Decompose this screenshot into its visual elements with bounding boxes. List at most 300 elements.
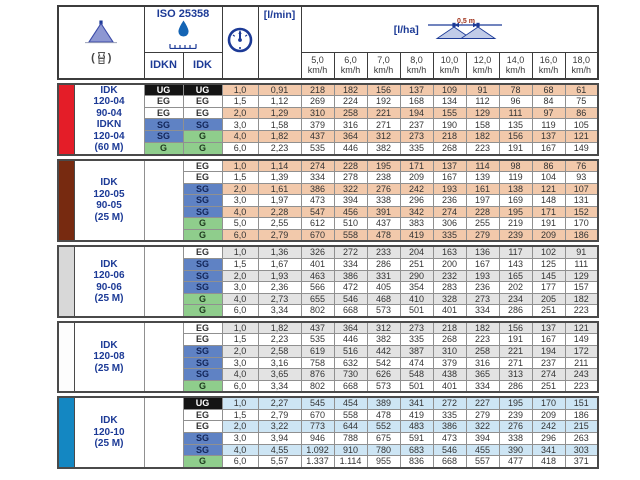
idkn-code-cell: EG bbox=[144, 96, 183, 108]
rate-cell: 218 bbox=[301, 84, 334, 96]
rate-cell: 548 bbox=[400, 369, 433, 381]
pressure-cell: 4,0 bbox=[222, 293, 258, 305]
rate-cell: 238 bbox=[367, 172, 400, 184]
rate-cell: 558 bbox=[334, 229, 367, 241]
rate-cell: 454 bbox=[334, 397, 367, 409]
rate-cell: 566 bbox=[301, 282, 334, 294]
color-bar-blue bbox=[58, 397, 74, 467]
rate-cell: 437 bbox=[301, 131, 334, 143]
rate-cell: 394 bbox=[466, 432, 499, 444]
rate-cell: 182 bbox=[466, 131, 499, 143]
color-bar-red bbox=[58, 84, 74, 155]
nozzle-label: IDK 120-10 (25 M) bbox=[74, 397, 144, 467]
idk-code-cell: G bbox=[183, 218, 222, 230]
flow-cell: 3,16 bbox=[258, 357, 301, 369]
rate-cell: 379 bbox=[301, 119, 334, 131]
rate-cell: 437 bbox=[367, 218, 400, 230]
pressure-cell: 6,0 bbox=[222, 456, 258, 468]
speed-header: 10,0 km/h bbox=[433, 53, 466, 79]
rate-cell: 455 bbox=[466, 444, 499, 456]
rate-cell: 401 bbox=[433, 380, 466, 392]
rate-cell: 335 bbox=[433, 409, 466, 421]
rate-cell: 143 bbox=[499, 258, 532, 270]
rate-cell: 86 bbox=[532, 160, 565, 172]
rate-cell: 223 bbox=[466, 334, 499, 346]
flow-cell: 1,82 bbox=[258, 322, 301, 334]
rate-cell: 655 bbox=[301, 293, 334, 305]
rate-cell: 626 bbox=[367, 369, 400, 381]
rate-cell: 237 bbox=[400, 119, 433, 131]
rate-cell: 322 bbox=[334, 183, 367, 195]
spray-overlap-icon bbox=[425, 17, 505, 43]
rate-cell: 104 bbox=[532, 172, 565, 184]
flow-cell: 1,82 bbox=[258, 131, 301, 143]
pressure-cell: 1,0 bbox=[222, 397, 258, 409]
rate-cell: 276 bbox=[367, 183, 400, 195]
rate-cell: 191 bbox=[499, 334, 532, 346]
table-header bbox=[57, 5, 599, 80]
rate-cell: 76 bbox=[565, 160, 598, 172]
rate-cell: 419 bbox=[400, 229, 433, 241]
rate-cell: 135 bbox=[499, 119, 532, 131]
rate-cell: 263 bbox=[565, 432, 598, 444]
rate-cell: 221 bbox=[499, 345, 532, 357]
rate-cell: 131 bbox=[565, 195, 598, 207]
rate-cell: 223 bbox=[466, 142, 499, 154]
rate-cell: 591 bbox=[400, 432, 433, 444]
rate-cell: 170 bbox=[532, 397, 565, 409]
rate-cell: 1.114 bbox=[334, 456, 367, 468]
pressure-cell: 3,0 bbox=[222, 357, 258, 369]
rate-cell: 463 bbox=[301, 270, 334, 282]
rate-cell: 286 bbox=[499, 305, 532, 317]
flow-cell: 2,73 bbox=[258, 293, 301, 305]
flow-cell: 2,23 bbox=[258, 142, 301, 154]
rate-cell: 788 bbox=[334, 432, 367, 444]
rate-cell: 156 bbox=[499, 322, 532, 334]
rate-cell: 335 bbox=[400, 334, 433, 346]
rate-cell: 278 bbox=[334, 172, 367, 184]
rate-cell: 139 bbox=[466, 172, 499, 184]
rate-cell: 478 bbox=[367, 229, 400, 241]
rate-cell: 102 bbox=[532, 246, 565, 258]
rate-cell: 129 bbox=[466, 107, 499, 119]
rate-cell: 296 bbox=[532, 432, 565, 444]
idk-code-cell: SG bbox=[183, 432, 222, 444]
rate-cell: 258 bbox=[334, 107, 367, 119]
speed-header: 8,0 km/h bbox=[400, 53, 433, 79]
pressure-cell: 6,0 bbox=[222, 305, 258, 317]
rate-cell: 274 bbox=[532, 369, 565, 381]
idk-code-cell: EG bbox=[183, 334, 222, 346]
idk-code-cell: UG bbox=[183, 84, 222, 96]
rate-cell: 167 bbox=[433, 172, 466, 184]
idk-code-cell: EG bbox=[183, 172, 222, 184]
rate-cell: 209 bbox=[532, 229, 565, 241]
rate-cell: 802 bbox=[301, 380, 334, 392]
rate-cell: 195 bbox=[499, 397, 532, 409]
idk-code-cell: G bbox=[183, 456, 222, 468]
idkn-code-empty bbox=[144, 246, 183, 316]
idk-code-cell: G bbox=[183, 380, 222, 392]
nozzle-label: IDK 120-05 90-05 (25 M) bbox=[74, 160, 144, 242]
flow-cell: 2,23 bbox=[258, 334, 301, 346]
rate-cell: 186 bbox=[565, 409, 598, 421]
rate-cell: 341 bbox=[400, 397, 433, 409]
pressure-cell: 2,0 bbox=[222, 270, 258, 282]
rate-cell: 644 bbox=[334, 421, 367, 433]
idk-code-cell: SG bbox=[183, 357, 222, 369]
pressure-cell: 3,0 bbox=[222, 119, 258, 131]
data-row bbox=[58, 246, 598, 258]
nozzle-label: IDK 120-08 (25 M) bbox=[74, 322, 144, 392]
rate-cell: 182 bbox=[334, 84, 367, 96]
rate-cell: 364 bbox=[334, 322, 367, 334]
rate-cell: 228 bbox=[466, 206, 499, 218]
rate-cell: 312 bbox=[367, 322, 400, 334]
pressure-cell: 1,0 bbox=[222, 246, 258, 258]
rate-cell: 112 bbox=[466, 96, 499, 108]
pressure-cell: 2,0 bbox=[222, 421, 258, 433]
idk-code-cell: G bbox=[183, 293, 222, 305]
rate-cell: 209 bbox=[532, 409, 565, 421]
droplet-scale-icon bbox=[145, 40, 222, 52]
rate-cell: 227 bbox=[466, 397, 499, 409]
rate-cell: 341 bbox=[532, 444, 565, 456]
rate-cell: 224 bbox=[334, 96, 367, 108]
rate-cell: 668 bbox=[334, 305, 367, 317]
pressure-cell: 4,0 bbox=[222, 369, 258, 381]
rate-cell: 276 bbox=[499, 421, 532, 433]
rate-cell: 167 bbox=[532, 142, 565, 154]
rate-cell: 573 bbox=[367, 305, 400, 317]
rate-cell: 501 bbox=[400, 305, 433, 317]
rate-cell: 125 bbox=[532, 258, 565, 270]
rate-cell: 328 bbox=[433, 293, 466, 305]
iso-standard-cell bbox=[144, 6, 222, 53]
idkn-code-cell: G bbox=[144, 142, 183, 154]
rate-cell: 306 bbox=[433, 218, 466, 230]
rate-cell: 195 bbox=[367, 160, 400, 172]
rate-cell: 195 bbox=[499, 206, 532, 218]
data-row bbox=[58, 160, 598, 172]
speed-header: 6,0 km/h bbox=[334, 53, 367, 79]
rate-cell: 169 bbox=[499, 195, 532, 207]
rate-cell: 221 bbox=[367, 107, 400, 119]
rate-cell: 632 bbox=[334, 357, 367, 369]
rate-cell: 326 bbox=[301, 246, 334, 258]
rate-cell: 387 bbox=[400, 345, 433, 357]
rate-cell: 219 bbox=[499, 218, 532, 230]
flow-cell: 1,29 bbox=[258, 107, 301, 119]
rate-cell: 274 bbox=[433, 206, 466, 218]
rate-cell: 61 bbox=[565, 84, 598, 96]
rate-cell: 182 bbox=[565, 293, 598, 305]
idk-code-cell: SG bbox=[183, 369, 222, 381]
pressure-gauge-icon bbox=[223, 26, 258, 59]
rate-cell: 121 bbox=[565, 322, 598, 334]
flow-cell: 0,91 bbox=[258, 84, 301, 96]
rate-cell: 334 bbox=[466, 305, 499, 317]
rate-cell: 268 bbox=[433, 142, 466, 154]
rate-cell: 197 bbox=[466, 195, 499, 207]
rate-cell: 955 bbox=[367, 456, 400, 468]
idk-code-cell: EG bbox=[183, 409, 222, 421]
rate-unit-label: [l/ha] bbox=[393, 23, 419, 36]
rate-cell: 836 bbox=[400, 456, 433, 468]
rate-cell: 258 bbox=[466, 345, 499, 357]
rate-cell: 773 bbox=[301, 421, 334, 433]
rate-cell: 364 bbox=[334, 131, 367, 143]
rate-cell: 194 bbox=[532, 345, 565, 357]
pressure-cell: 1,0 bbox=[222, 322, 258, 334]
idk-code-cell: EG bbox=[183, 246, 222, 258]
rate-cell: 334 bbox=[466, 380, 499, 392]
droplet-icon bbox=[145, 20, 222, 40]
rate-cell: 668 bbox=[433, 456, 466, 468]
rate-cell: 119 bbox=[532, 119, 565, 131]
rate-cell: 86 bbox=[565, 107, 598, 119]
rate-cell: 223 bbox=[565, 380, 598, 392]
nozzle-block-120-04 bbox=[57, 83, 599, 156]
rate-cell: 171 bbox=[400, 160, 433, 172]
rate-cell: 239 bbox=[499, 409, 532, 421]
rate-cell: 233 bbox=[367, 246, 400, 258]
rate-cell: 167 bbox=[466, 258, 499, 270]
rate-cell: 446 bbox=[334, 142, 367, 154]
idkn-code-cell: SG bbox=[144, 131, 183, 143]
rate-cell: 780 bbox=[367, 444, 400, 456]
rate-cell: 98 bbox=[499, 160, 532, 172]
flow-cell: 2,58 bbox=[258, 345, 301, 357]
flow-cell: 1,12 bbox=[258, 96, 301, 108]
rate-cell: 391 bbox=[367, 206, 400, 218]
pressure-cell: 1,0 bbox=[222, 160, 258, 172]
rate-cell: 442 bbox=[367, 345, 400, 357]
rate-cell: 271 bbox=[367, 119, 400, 131]
flow-cell: 1,67 bbox=[258, 258, 301, 270]
idk-code-cell: G bbox=[183, 229, 222, 241]
rate-cell: 200 bbox=[433, 258, 466, 270]
pressure-cell: 5,0 bbox=[222, 218, 258, 230]
flow-cell: 2,55 bbox=[258, 218, 301, 230]
rate-cell: 242 bbox=[400, 183, 433, 195]
rate-cell: 573 bbox=[367, 380, 400, 392]
data-row bbox=[58, 322, 598, 334]
rate-cell: 473 bbox=[301, 195, 334, 207]
rate-cell: 386 bbox=[334, 270, 367, 282]
idkn-code-empty bbox=[144, 160, 183, 242]
idk-code-cell: SG bbox=[183, 444, 222, 456]
rate-cell: 365 bbox=[466, 369, 499, 381]
rate-cell: 405 bbox=[367, 282, 400, 294]
nozzle-block-120-08 bbox=[57, 321, 599, 393]
pressure-cell: 4,0 bbox=[222, 131, 258, 143]
rate-cell: 163 bbox=[433, 246, 466, 258]
rate-cell: 410 bbox=[400, 293, 433, 305]
rate-cell: 211 bbox=[565, 357, 598, 369]
rate-cell: 271 bbox=[499, 357, 532, 369]
rate-cell: 228 bbox=[334, 160, 367, 172]
rate-cell: 670 bbox=[301, 409, 334, 421]
rate-cell: 137 bbox=[532, 131, 565, 143]
nozzle-type-cell bbox=[58, 6, 144, 79]
spacing-label: 0,5 m bbox=[456, 17, 475, 25]
rate-cell: 149 bbox=[565, 334, 598, 346]
rate-cell: 394 bbox=[334, 195, 367, 207]
rate-cell: 474 bbox=[400, 357, 433, 369]
rate-cell: 1.092 bbox=[301, 444, 334, 456]
rate-cell: 535 bbox=[301, 142, 334, 154]
rate-cell: 119 bbox=[499, 172, 532, 184]
rate-cell: 218 bbox=[433, 322, 466, 334]
idk-column-header: IDK bbox=[183, 53, 222, 79]
rate-cell: 946 bbox=[301, 432, 334, 444]
rate-cell: 68 bbox=[532, 84, 565, 96]
nozzle-block-120-06 bbox=[57, 245, 599, 317]
idk-code-cell: SG bbox=[183, 345, 222, 357]
rate-cell: 876 bbox=[301, 369, 334, 381]
rate-unit-header bbox=[301, 6, 598, 53]
flow-cell: 2,79 bbox=[258, 229, 301, 241]
flow-cell: 1,97 bbox=[258, 195, 301, 207]
flow-cell: 1,58 bbox=[258, 119, 301, 131]
rate-cell: 209 bbox=[400, 172, 433, 184]
rate-cell: 107 bbox=[565, 183, 598, 195]
flow-cell: 2,27 bbox=[258, 397, 301, 409]
idk-code-cell: EG bbox=[183, 160, 222, 172]
rate-cell: 204 bbox=[400, 246, 433, 258]
rate-cell: 137 bbox=[532, 322, 565, 334]
rate-cell: 117 bbox=[499, 246, 532, 258]
rate-cell: 91 bbox=[466, 84, 499, 96]
rate-cell: 167 bbox=[532, 334, 565, 346]
rate-cell: 191 bbox=[532, 218, 565, 230]
idk-code-cell: SG bbox=[183, 195, 222, 207]
rate-cell: 273 bbox=[400, 322, 433, 334]
flow-cell: 1,36 bbox=[258, 246, 301, 258]
rate-cell: 542 bbox=[367, 357, 400, 369]
rate-cell: 136 bbox=[466, 246, 499, 258]
rate-cell: 545 bbox=[301, 397, 334, 409]
pressure-cell: 6,0 bbox=[222, 142, 258, 154]
speed-header: 12,0 km/h bbox=[466, 53, 499, 79]
flow-cell: 2,28 bbox=[258, 206, 301, 218]
rate-cell: 446 bbox=[334, 334, 367, 346]
rate-cell: 242 bbox=[532, 421, 565, 433]
rate-cell: 290 bbox=[400, 270, 433, 282]
rate-cell: 312 bbox=[367, 131, 400, 143]
rate-cell: 215 bbox=[565, 421, 598, 433]
rate-cell: 338 bbox=[367, 195, 400, 207]
flow-unit-header bbox=[258, 6, 301, 79]
idk-code-cell: G bbox=[183, 142, 222, 154]
rate-cell: 478 bbox=[367, 409, 400, 421]
rate-cell: 389 bbox=[367, 397, 400, 409]
rate-cell: 78 bbox=[499, 84, 532, 96]
pressure-cell: 6,0 bbox=[222, 229, 258, 241]
rate-cell: 218 bbox=[433, 131, 466, 143]
rate-cell: 501 bbox=[400, 380, 433, 392]
color-bar-white bbox=[58, 322, 74, 392]
rate-cell: 251 bbox=[532, 380, 565, 392]
speed-header: 18,0 km/h bbox=[565, 53, 598, 79]
pressure-cell: 3,0 bbox=[222, 195, 258, 207]
rate-cell: 386 bbox=[433, 421, 466, 433]
idkn-code-cell: EG bbox=[144, 107, 183, 119]
nozzle-label: IDK 120-04 90-04 IDKN 120-04 (60 M) bbox=[74, 84, 144, 155]
flow-cell: 5,57 bbox=[258, 456, 301, 468]
rate-cell: 456 bbox=[334, 206, 367, 218]
rate-cell: 383 bbox=[400, 218, 433, 230]
rate-cell: 239 bbox=[499, 229, 532, 241]
rate-cell: 335 bbox=[433, 229, 466, 241]
rate-cell: 96 bbox=[499, 96, 532, 108]
pressure-column-header bbox=[222, 6, 258, 79]
rate-cell: 334 bbox=[301, 172, 334, 184]
rate-cell: 273 bbox=[400, 131, 433, 143]
rate-cell: 234 bbox=[499, 293, 532, 305]
rate-cell: 192 bbox=[367, 96, 400, 108]
rate-cell: 274 bbox=[301, 160, 334, 172]
rate-cell: 152 bbox=[565, 206, 598, 218]
rate-cell: 177 bbox=[532, 282, 565, 294]
rate-cell: 161 bbox=[466, 183, 499, 195]
rate-cell: 322 bbox=[466, 421, 499, 433]
rate-cell: 910 bbox=[334, 444, 367, 456]
flow-cell: 1,39 bbox=[258, 172, 301, 184]
idkn-code-empty bbox=[144, 322, 183, 392]
rate-cell: 129 bbox=[565, 270, 598, 282]
rate-cell: 236 bbox=[433, 195, 466, 207]
rate-cell: 758 bbox=[301, 357, 334, 369]
speed-header: 7,0 km/h bbox=[367, 53, 400, 79]
speed-header: 5,0 km/h bbox=[301, 53, 334, 79]
rate-cell: 268 bbox=[433, 334, 466, 346]
rate-cell: 477 bbox=[499, 456, 532, 468]
rate-cell: 105 bbox=[565, 119, 598, 131]
nozzle-block-120-10 bbox=[57, 396, 599, 468]
rate-cell: 535 bbox=[301, 334, 334, 346]
pressure-cell: 4,0 bbox=[222, 444, 258, 456]
rate-cell: 437 bbox=[301, 322, 334, 334]
idk-code-cell: EG bbox=[183, 96, 222, 108]
rate-cell: 111 bbox=[565, 258, 598, 270]
pressure-cell: 1,0 bbox=[222, 84, 258, 96]
rate-cell: 730 bbox=[334, 369, 367, 381]
flow-cell: 3,34 bbox=[258, 305, 301, 317]
rate-cell: 296 bbox=[400, 195, 433, 207]
rate-cell: 670 bbox=[301, 229, 334, 241]
idk-code-cell: SG bbox=[183, 183, 222, 195]
rate-cell: 190 bbox=[433, 119, 466, 131]
rate-cell: 310 bbox=[301, 107, 334, 119]
flow-cell: 3,22 bbox=[258, 421, 301, 433]
rate-cell: 121 bbox=[565, 131, 598, 143]
data-row bbox=[58, 84, 598, 96]
rate-cell: 438 bbox=[433, 369, 466, 381]
pressure-cell: 1,5 bbox=[222, 334, 258, 346]
pressure-cell: 1,5 bbox=[222, 258, 258, 270]
rate-cell: 379 bbox=[433, 357, 466, 369]
rate-cell: 279 bbox=[466, 229, 499, 241]
rate-cell: 619 bbox=[301, 345, 334, 357]
idk-code-cell: EG bbox=[183, 322, 222, 334]
idkn-column-header: IDKN bbox=[144, 53, 183, 79]
rate-cell: 170 bbox=[565, 218, 598, 230]
iso-label: ISO 25358 bbox=[156, 8, 210, 20]
rate-cell: 165 bbox=[499, 270, 532, 282]
